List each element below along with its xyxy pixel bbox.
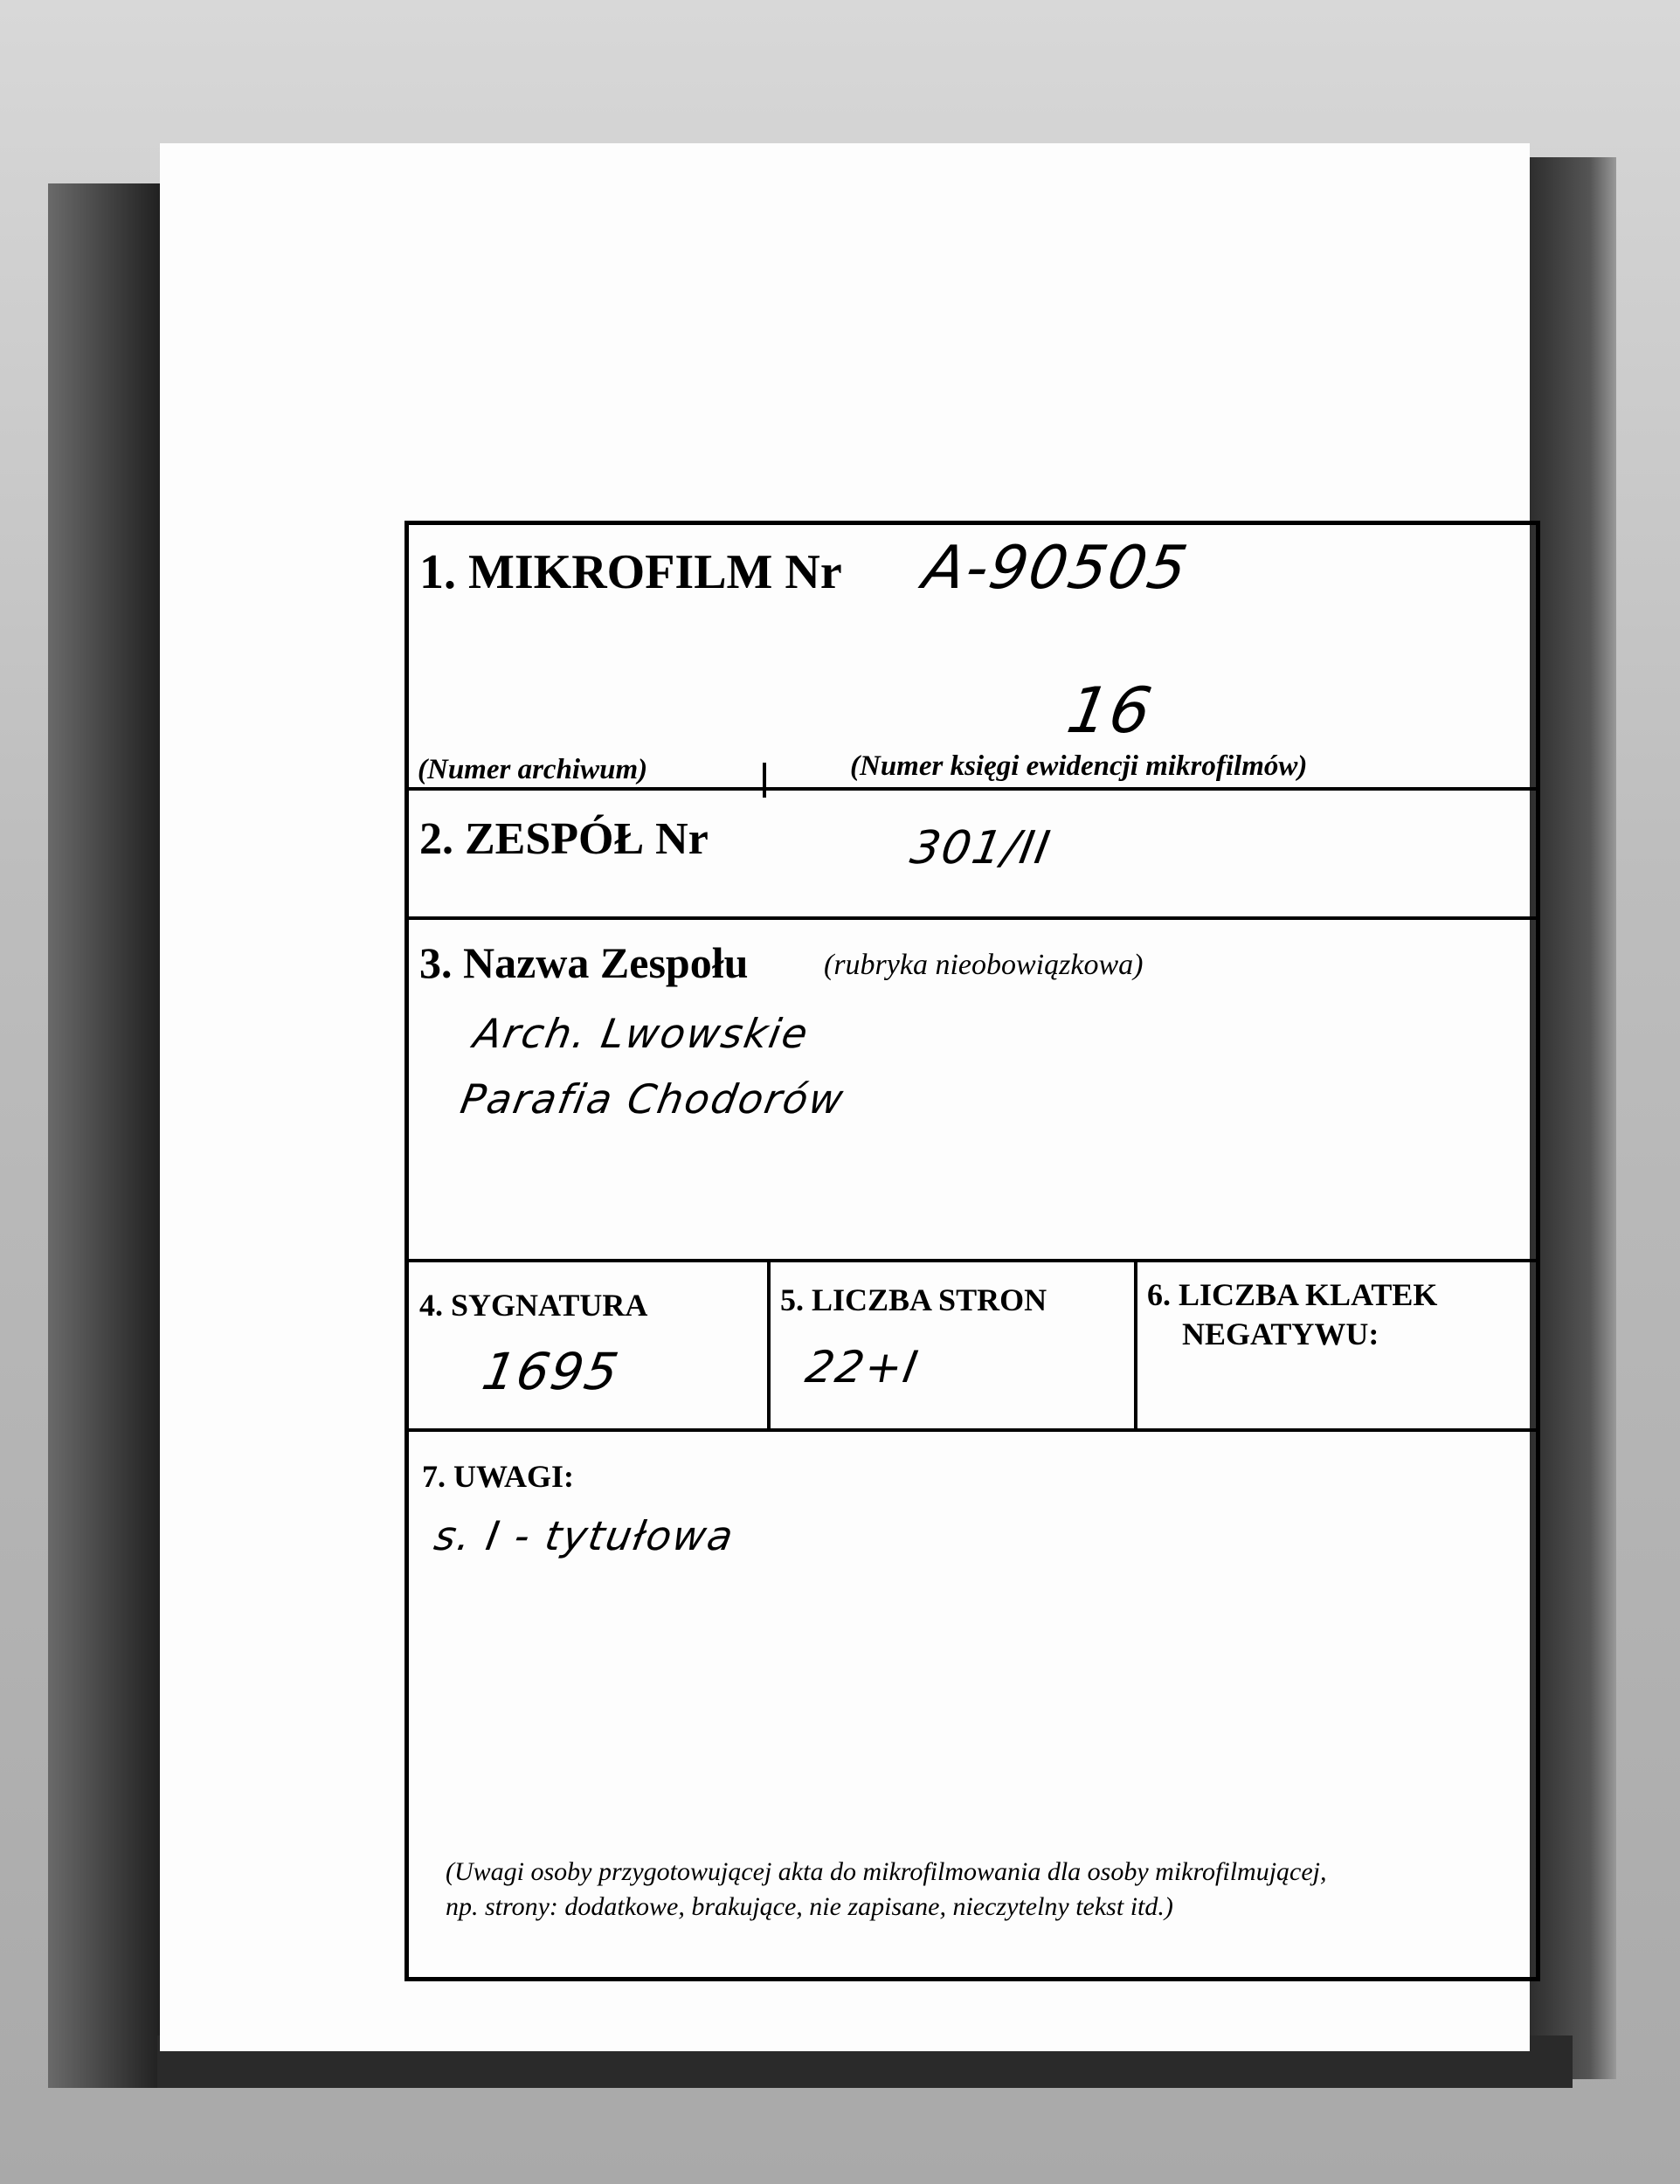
form-box [404, 521, 1540, 1981]
archive-number-caption: (Numer archiwum) [418, 754, 648, 785]
row-divider [409, 787, 1536, 791]
scan-shadow-left [48, 183, 170, 2088]
remarks-value: s. I - tytułowa [431, 1512, 738, 1559]
microfilm-card [160, 143, 1530, 2051]
row-divider [409, 1428, 1536, 1432]
zespol-name-line1: Arch. Lwowskie [470, 1010, 813, 1057]
zespol-label: 2. ZESPÓŁ Nr [419, 814, 709, 864]
column-divider [767, 1261, 771, 1430]
page-count-label: 5. LICZBA STRON [780, 1282, 1047, 1317]
optional-hint: (rubryka nieobowiązkowa) [824, 949, 1144, 981]
page-count-value: 22+I [801, 1342, 923, 1393]
remarks-note-line1: (Uwagi osoby przygotowującej akta do mikrofilmowania dla osoby mikrofilmującej, [446, 1857, 1327, 1886]
caption-divider [763, 763, 766, 798]
mikrofilm-number: A-90505 [918, 534, 1194, 603]
negative-frames-label-2: NEGATYWU: [1182, 1317, 1379, 1351]
zespol-name-label: 3. Nazwa Zespołu [419, 938, 749, 987]
zespol-name-line2: Parafia Chodorów [457, 1075, 849, 1123]
negative-frames-label-1: 6. LICZBA KLATEK [1147, 1277, 1438, 1312]
mikrofilm-label: 1. MIKROFILM Nr [419, 545, 842, 599]
row-divider [409, 1259, 1536, 1262]
sygnatura-value: 1695 [478, 1342, 625, 1401]
column-divider [1134, 1261, 1137, 1430]
zespol-number: 301/II [906, 822, 1055, 874]
row-divider [409, 916, 1536, 920]
book-number: 16 [1061, 674, 1159, 747]
remarks-note-line2: np. strony: dodatkowe, brakujące, nie zapisane, nieczytelny tekst itd.) [446, 1892, 1173, 1921]
remarks-label: 7. UWAGI: [422, 1459, 575, 1494]
book-register-caption: (Numer księgi ewidencji mikrofilmów) [850, 750, 1308, 782]
sygnatura-label: 4. SYGNATURA [419, 1288, 648, 1323]
